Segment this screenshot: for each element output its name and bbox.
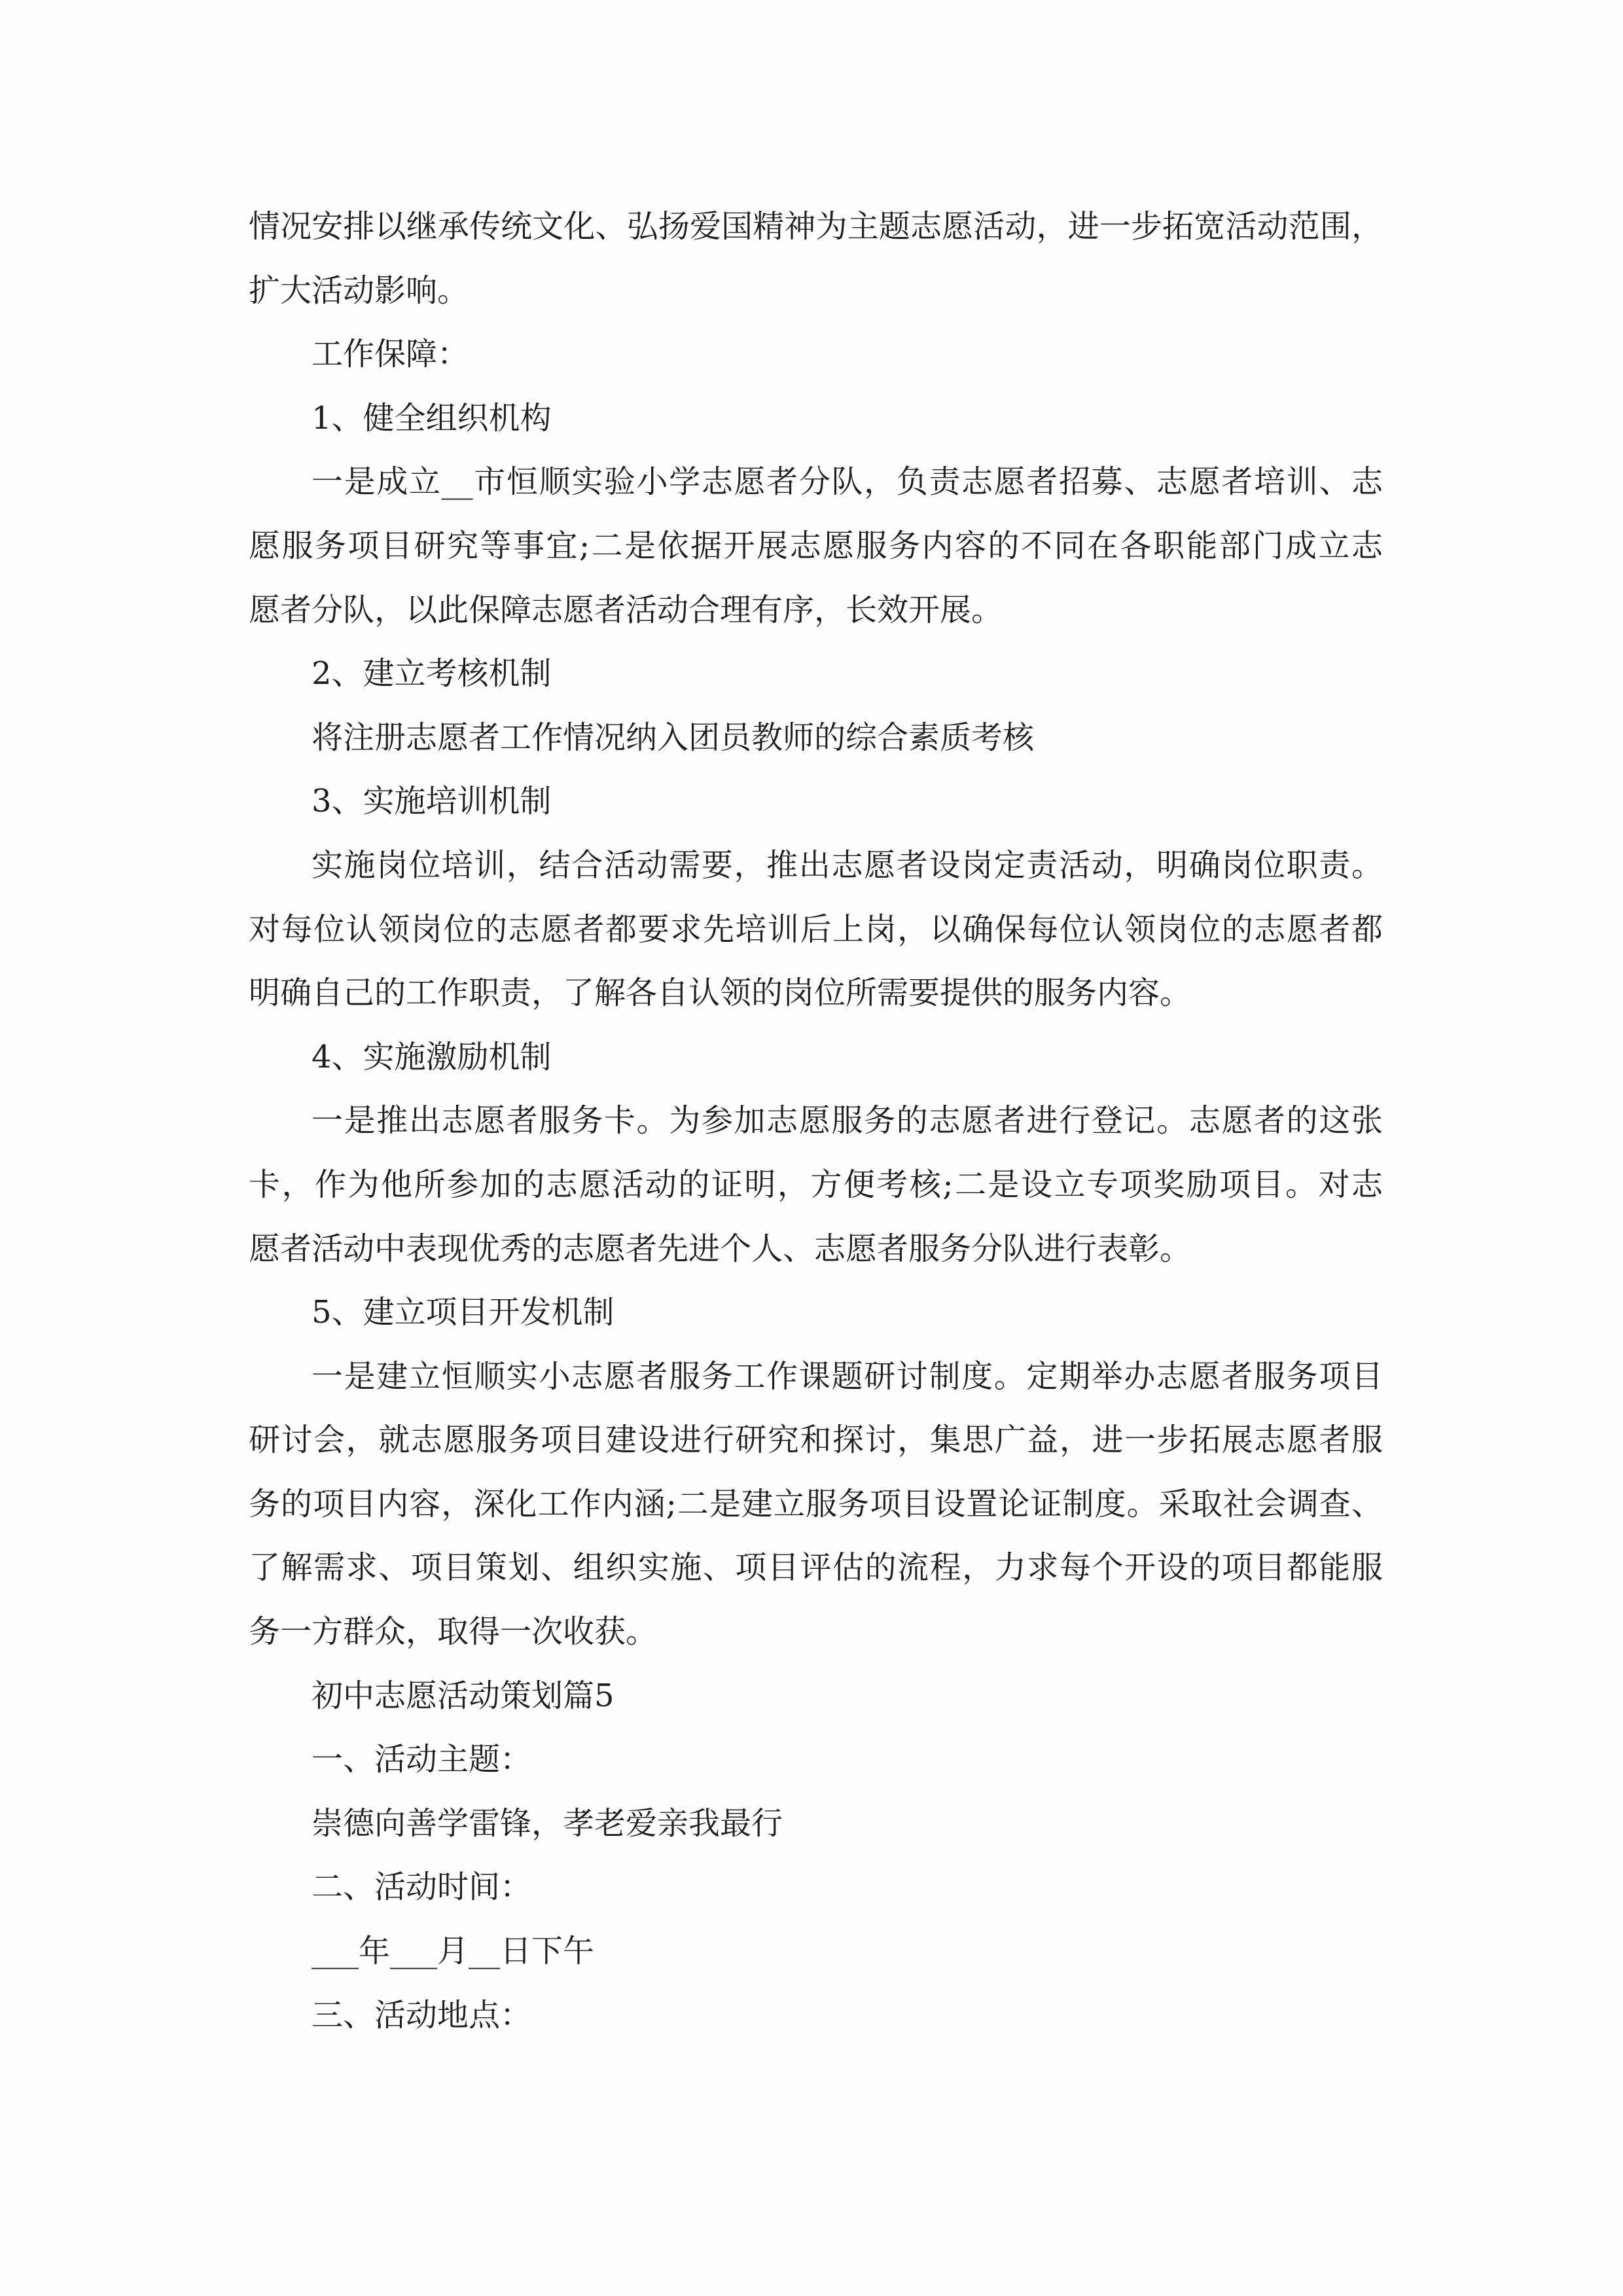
heading-line: 三、活动地点： — [312, 1996, 532, 2034]
text-line: 愿者活动中表现优秀的志愿者先进个人、志愿者服务分队进行表彰。 — [249, 1230, 1192, 1267]
heading-line: 3、实施培训机制 — [312, 783, 552, 820]
heading-line: 1、健全组织机构 — [312, 399, 552, 437]
heading-line: 2、建立考核机制 — [312, 655, 552, 692]
text-line: 务的项目内容，深化工作内涵;二是建立服务项目设置论证制度。采取社会调查、 — [249, 1485, 1383, 1522]
paragraph — [249, 450, 1383, 642]
heading-line: 二、活动时间： — [312, 1869, 532, 1906]
section-title-work-guarantee — [249, 323, 1383, 387]
text-line: 将注册志愿者工作情况纳入团员教师的综合素质考核 — [312, 719, 1035, 756]
section-heading-3 — [249, 770, 1383, 834]
heading-line: 5、建立项目开发机制 — [312, 1294, 615, 1331]
text-line: 扩大活动影响。 — [249, 272, 469, 309]
heading-line: 初中志愿活动策划篇5 — [312, 1677, 615, 1714]
document-body — [249, 195, 1383, 2047]
text-line: 卡，作为他所参加的志愿活动的证明，方便考核;二是设立专项奖励项目。对志 — [249, 1166, 1383, 1203]
text-line: 一是建立恒顺实小志愿者服务工作课题研讨制度。定期举办志愿者服务项目 — [312, 1357, 1383, 1395]
text-line: ___年___月__日下午 — [312, 1933, 595, 1970]
text-line: 了解需求、项目策划、组织实施、项目评估的流程，力求每个开设的项目都能服 — [249, 1549, 1383, 1587]
section-heading-5 — [249, 1281, 1383, 1345]
text-line: 研讨会，就志愿服务项目建设进行研究和探讨，集思广益，进一步拓展志愿者服 — [249, 1422, 1383, 1459]
heading-line: 一、活动主题： — [312, 1741, 532, 1778]
section-heading-theme — [249, 1728, 1383, 1792]
paragraph — [249, 1089, 1383, 1281]
paragraph — [249, 706, 1383, 770]
section-heading-location — [249, 1984, 1383, 2048]
text-line: 愿者分队，以此保障志愿者活动合理有序，长效开展。 — [249, 591, 1003, 628]
section-heading-2 — [249, 642, 1383, 706]
text-line: 情况安排以继承传统文化、弘扬爱国精神为主题志愿活动，进一步拓宽活动范围， — [249, 208, 1383, 245]
text-line: 实施岗位培训，结合活动需要，推出志愿者设岗定责活动，明确岗位职责。 — [312, 846, 1383, 884]
text-line: 愿服务项目研究等事宜;二是依据开展志愿服务内容的不同在各职能部门成立志 — [249, 527, 1383, 564]
section-heading-1 — [249, 387, 1383, 451]
text-line: 一是成立__市恒顺实验小学志愿者分队，负责志愿者招募、志愿者培训、志 — [312, 463, 1383, 501]
heading-line: 工作保障： — [312, 336, 469, 373]
text-line: 崇德向善学雷锋，孝老爱亲我最行 — [312, 1804, 783, 1842]
text-line: 务一方群众，取得一次收获。 — [249, 1613, 658, 1651]
text-line: 明确自己的工作职责，了解各自认领的岗位所需要提供的服务内容。 — [249, 975, 1192, 1012]
date-blank-line — [249, 1920, 1383, 1984]
paragraph — [249, 834, 1383, 1026]
article-title — [249, 1664, 1383, 1729]
paragraph-continued — [249, 195, 1383, 323]
heading-line: 4、实施激励机制 — [312, 1038, 552, 1075]
section-heading-time — [249, 1856, 1383, 1920]
section-heading-4 — [249, 1026, 1383, 1090]
paragraph — [249, 1345, 1383, 1664]
text-line: 对每位认领岗位的志愿者都要求先培训后上岗，以确保每位认领岗位的志愿者都 — [249, 910, 1383, 948]
paragraph — [249, 1792, 1383, 1856]
text-line: 一是推出志愿者服务卡。为参加志愿服务的志愿者进行登记。志愿者的这张 — [312, 1102, 1383, 1139]
